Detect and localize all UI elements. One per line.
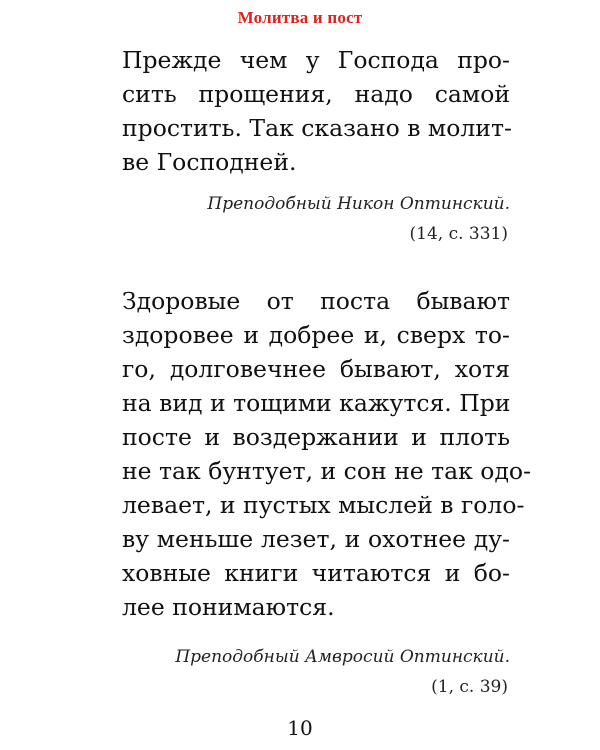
running-title: Молитва и пост bbox=[237, 8, 363, 27]
quote-2-line: здоровее и добрее и, сверх то- bbox=[122, 321, 510, 349]
page-number: 10 bbox=[287, 716, 313, 740]
quote-1-line: ве Господней. bbox=[122, 148, 297, 176]
quote-2-line: го, долговечнее бывают, хотя bbox=[122, 355, 510, 383]
quote-2-line: не так бунтует, и сон не так одо- bbox=[122, 457, 532, 485]
quote-1-line: Прежде чем у Господа про- bbox=[122, 46, 510, 74]
quote-2-reference: (1, с. 39) bbox=[431, 677, 508, 697]
quote-2-line: ховные книги читаются и бо- bbox=[122, 559, 510, 587]
quote-2-line: лее понимаются. bbox=[122, 593, 335, 621]
quote-1-author: Преподобный Никон Оптинский. bbox=[207, 194, 510, 214]
quote-2-text bbox=[122, 284, 532, 624]
quote-2-line: на вид и тощими кажутся. При bbox=[122, 389, 511, 417]
quote-2-author: Преподобный Амвросий Оптинский. bbox=[175, 647, 510, 667]
quote-1-line: сить прощения, надо самой bbox=[122, 80, 510, 108]
quote-2-line: Здоровые от поста бывают bbox=[122, 287, 510, 315]
quote-1-text bbox=[122, 43, 510, 179]
quote-2-line: левает, и пустых мыслей в голо- bbox=[122, 491, 525, 519]
quote-2-line: посте и воздержании и плоть bbox=[122, 423, 510, 451]
quote-1-reference: (14, с. 331) bbox=[409, 224, 508, 244]
quote-2-line: ву меньше лезет, и охотнее ду- bbox=[122, 525, 510, 553]
quote-1-line: простить. Так сказано в молит- bbox=[122, 114, 512, 142]
